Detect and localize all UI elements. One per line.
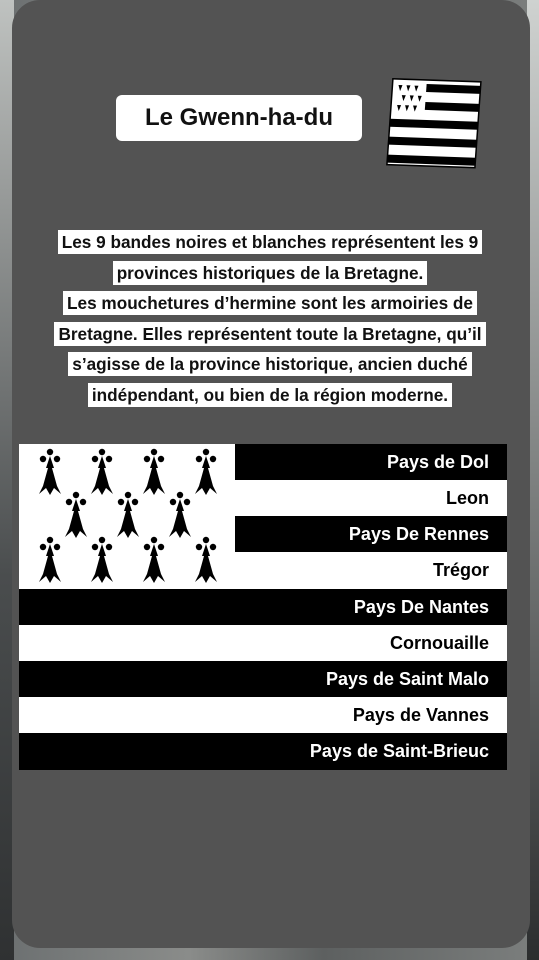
ermine-spot-icon [139, 536, 169, 584]
stripe-label: Trégor [432, 559, 489, 580]
ermine-spot-icon [35, 448, 65, 496]
description-line: Les mouchetures d’hermine sont les armoiries de [63, 291, 477, 315]
ermine-spot-icon [139, 448, 169, 496]
ermine-spot-icon [87, 448, 117, 496]
title-text: Le Gwenn-ha-du [145, 104, 333, 131]
stripe-pays-de-rennes [235, 516, 507, 552]
stripe-label: Pays de Saint-Brieuc [309, 741, 489, 761]
stripe-tregor [235, 552, 507, 588]
description-line: Bretagne. Elles représentent toute la Bretagne, qu’il [54, 322, 485, 346]
stripe-pays-de-saint-malo [19, 661, 507, 697]
stripe-label: Pays de Vannes [352, 704, 489, 725]
ermine-spot-icon [87, 536, 117, 584]
description-line: indépendant, ou bien de la région moderne. [88, 383, 452, 407]
stripe-label: Pays de Saint Malo [325, 668, 489, 689]
stripe-label: Pays De Nantes [353, 596, 489, 617]
breton-flag-icon [384, 72, 484, 172]
stripe-cornouaille [19, 625, 507, 661]
stripe-pays-de-nantes [19, 589, 507, 625]
description [20, 228, 520, 411]
stripe-leon [235, 480, 507, 516]
stripe-pays-de-saint-brieuc [19, 733, 507, 770]
description-line: s’agisse de la province historique, ancien duché [68, 352, 471, 376]
ermine-spot-icon [113, 491, 143, 539]
stripe-pays-de-dol [235, 444, 507, 480]
breton-flag-diagram [19, 444, 507, 770]
description-line: Les 9 bandes noires et blanches représentent les 9 [58, 230, 483, 254]
stripe-label: Leon [446, 487, 489, 508]
stripe-label: Pays De Rennes [348, 523, 489, 544]
ermine-canton [19, 444, 235, 589]
ermine-spot-icon [35, 536, 65, 584]
stripe-pays-de-vannes [19, 697, 507, 733]
ermine-spot-icon [191, 536, 221, 584]
ermine-spot-icon [61, 491, 91, 539]
description-line: provinces historiques de la Bretagne. [113, 261, 428, 285]
stripe-label: Pays de Dol [386, 451, 489, 472]
ermine-spot-icon [191, 448, 221, 496]
stripe-label: Cornouaille [389, 632, 489, 653]
title-label [116, 95, 362, 141]
ermine-spot-icon [165, 491, 195, 539]
